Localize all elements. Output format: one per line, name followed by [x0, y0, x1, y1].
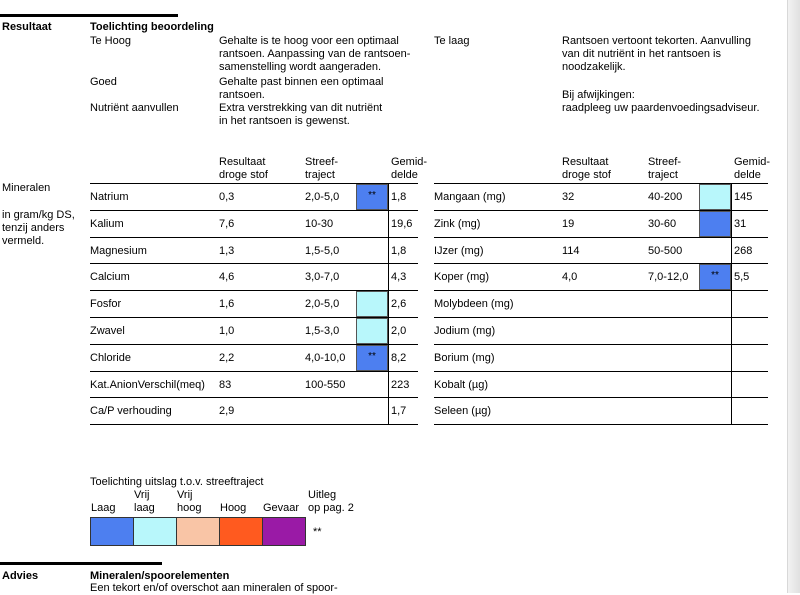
cell-average: 223	[391, 379, 410, 391]
header-streef-2: traject	[305, 169, 335, 181]
cell-average: 1,8	[391, 245, 407, 257]
cell-result: 4,0	[562, 271, 578, 283]
header-resultaat-r1: Resultaat	[562, 156, 609, 168]
cell-result: 7,6	[219, 218, 235, 230]
cell-result: 83	[219, 379, 232, 391]
table-rule	[90, 263, 418, 264]
cell-range: 3,0-7,0	[305, 271, 340, 283]
cell-average: 4,3	[391, 271, 407, 283]
side-unit-3: vermeld.	[2, 235, 45, 247]
cell-result: 1,6	[219, 298, 235, 310]
cell-average: 1,8	[391, 191, 407, 203]
cell-name: Mangaan (mg)	[434, 191, 506, 203]
advies-heading: Mineralen/spoorelementen	[90, 570, 230, 582]
cell-name: Kat.AnionVerschil(meq)	[90, 379, 205, 391]
header-streef-r1: Streef-	[648, 156, 682, 168]
afwijking-2: raadpleeg uw paardenvoedingsadviseur.	[562, 102, 760, 114]
cell-result: 1,0	[219, 325, 235, 337]
legend-title: Toelichting uitslag t.o.v. streeftraject	[90, 476, 264, 488]
table-rule	[90, 371, 418, 372]
desc-te-laag-1: Rantsoen vertoont tekorten. Aanvulling	[562, 35, 751, 47]
status-cell	[356, 318, 388, 344]
table-rule	[434, 424, 768, 425]
table-rule	[434, 371, 768, 372]
status-mark: **	[368, 351, 376, 362]
cell-range: 50-500	[648, 245, 683, 257]
table-rule	[90, 237, 418, 238]
status-mark: **	[368, 190, 376, 201]
table-rule	[90, 397, 418, 398]
cell-name: Magnesium	[90, 245, 147, 257]
desc-te-hoog-3: samenstelling wordt aangeraden.	[219, 61, 382, 73]
cell-average: 19,6	[391, 218, 413, 230]
term-nutrient-aanvullen: Nutriënt aanvullen	[90, 102, 179, 114]
cell-range: 2,0-5,0	[305, 191, 340, 203]
legend-label: laag	[134, 502, 155, 514]
status-mark: **	[711, 270, 719, 281]
afwijking-1: Bij afwijkingen:	[562, 89, 635, 101]
term-goed: Goed	[90, 76, 117, 88]
legend-label: Hoog	[220, 502, 247, 514]
header-gemid-2: delde	[391, 169, 418, 181]
legend-uitleg-mark: **	[313, 526, 322, 538]
term-te-hoog: Te Hoog	[90, 35, 131, 47]
cell-name: Ca/P verhouding	[90, 405, 172, 417]
cell-name: Fosfor	[90, 298, 122, 310]
cell-average: 5,5	[734, 271, 750, 283]
cell-name: Kalium	[90, 218, 124, 230]
table-rule	[434, 237, 768, 238]
cell-range: 7,0-12,0	[648, 271, 689, 283]
status-cell	[699, 211, 731, 237]
table-rule	[90, 210, 418, 211]
cell-name: Zwavel	[90, 325, 125, 337]
cell-name: Borium (mg)	[434, 352, 495, 364]
legend-label: Gevaar	[263, 502, 300, 514]
section-label-advies: Advies	[2, 570, 39, 582]
header-resultaat-r2: droge stof	[562, 169, 611, 181]
cell-name: Chloride	[90, 352, 131, 364]
cell-average: 8,2	[391, 352, 407, 364]
cell-name: IJzer (mg)	[434, 245, 484, 257]
desc-goed-1: Gehalte past binnen een optimaal	[219, 76, 384, 88]
cell-result: 19	[562, 218, 575, 230]
header-gemid-r1: Gemid-	[734, 156, 771, 168]
desc-te-hoog-1: Gehalte is te hoog voor een optimaal	[219, 35, 399, 47]
section-rule-resultaat	[0, 14, 178, 17]
header-gemid-r2: delde	[734, 169, 761, 181]
legend-uitleg-2: op pag. 2	[308, 502, 354, 514]
column-divider	[731, 183, 732, 424]
cell-name: Kobalt (µg)	[434, 379, 489, 391]
legend-label: hoog	[177, 502, 202, 514]
cell-name: Jodium (mg)	[434, 325, 496, 337]
cell-result: 4,6	[219, 271, 235, 283]
desc-te-hoog-2: rantsoen. Aanpassing van de rantsoen-	[219, 48, 411, 60]
desc-nutrient-1: Extra verstrekking van dit nutriënt	[219, 102, 383, 114]
cell-range: 40-200	[648, 191, 683, 203]
table-rule	[434, 397, 768, 398]
cell-average: 1,7	[391, 405, 407, 417]
cell-result: 1,3	[219, 245, 235, 257]
table-rule	[434, 290, 768, 291]
legend-swatch	[133, 517, 177, 546]
desc-te-laag-3: noodzakelijk.	[562, 61, 626, 73]
cell-result: 32	[562, 191, 575, 203]
cell-average: 145	[734, 191, 753, 203]
column-divider	[388, 183, 389, 424]
cell-range: 10-30	[305, 218, 334, 230]
explanation-heading: Toelichting beoordeling	[90, 21, 214, 33]
header-resultaat-2: droge stof	[219, 169, 268, 181]
cell-name: Calcium	[90, 271, 130, 283]
cell-name: Seleen (µg)	[434, 405, 492, 417]
cell-name: Molybdeen (mg)	[434, 298, 514, 310]
side-title-mineralen: Mineralen	[2, 182, 51, 194]
legend-swatch	[90, 517, 134, 546]
table-rule	[90, 424, 418, 425]
cell-result: 114	[562, 245, 580, 257]
scrollbar-track[interactable]	[787, 0, 800, 593]
cell-range: 1,5-3,0	[305, 325, 340, 337]
section-label-resultaat: Resultaat	[2, 21, 52, 33]
cell-result: 0,3	[219, 191, 235, 203]
cell-range: 30-60	[648, 218, 677, 230]
cell-range: 2,0-5,0	[305, 298, 340, 310]
legend-label: Vrij	[177, 489, 193, 501]
status-cell	[356, 291, 388, 317]
side-unit-2: tenzij anders	[2, 222, 65, 234]
cell-result: 2,9	[219, 405, 235, 417]
cell-range: 4,0-10,0	[305, 352, 346, 364]
cell-name: Zink (mg)	[434, 218, 481, 230]
cell-average: 2,0	[391, 325, 407, 337]
header-resultaat-1: Resultaat	[219, 156, 266, 168]
cell-name: Koper (mg)	[434, 271, 490, 283]
section-rule-advies	[0, 562, 162, 565]
desc-te-laag-2: van dit nutriënt in het rantsoen is	[562, 48, 721, 60]
term-te-laag: Te laag	[434, 35, 470, 47]
status-cell	[699, 184, 731, 210]
desc-goed-2: rantsoen.	[219, 89, 265, 101]
table-rule	[434, 344, 768, 345]
cell-result: 2,2	[219, 352, 235, 364]
advies-text: Een tekort en/of overschot aan mineralen of spoor-	[90, 582, 338, 594]
legend-swatch	[219, 517, 263, 546]
header-streef-1: Streef-	[305, 156, 339, 168]
cell-average: 2,6	[391, 298, 407, 310]
cell-range: 100-550	[305, 379, 346, 391]
legend-swatch	[176, 517, 220, 546]
legend-uitleg-1: Uitleg	[308, 489, 337, 501]
cell-average: 31	[734, 218, 747, 230]
header-streef-r2: traject	[648, 169, 678, 181]
header-gemid-1: Gemid-	[391, 156, 428, 168]
cell-average: 268	[734, 245, 753, 257]
legend-label: Vrij	[134, 489, 150, 501]
legend-label: Laag	[91, 502, 116, 514]
cell-range: 1,5-5,0	[305, 245, 340, 257]
cell-name: Natrium	[90, 191, 129, 203]
desc-nutrient-2: in het rantsoen is gewenst.	[219, 115, 350, 127]
legend-swatch	[262, 517, 306, 546]
side-unit-1: in gram/kg DS,	[2, 209, 75, 221]
table-rule	[434, 317, 768, 318]
